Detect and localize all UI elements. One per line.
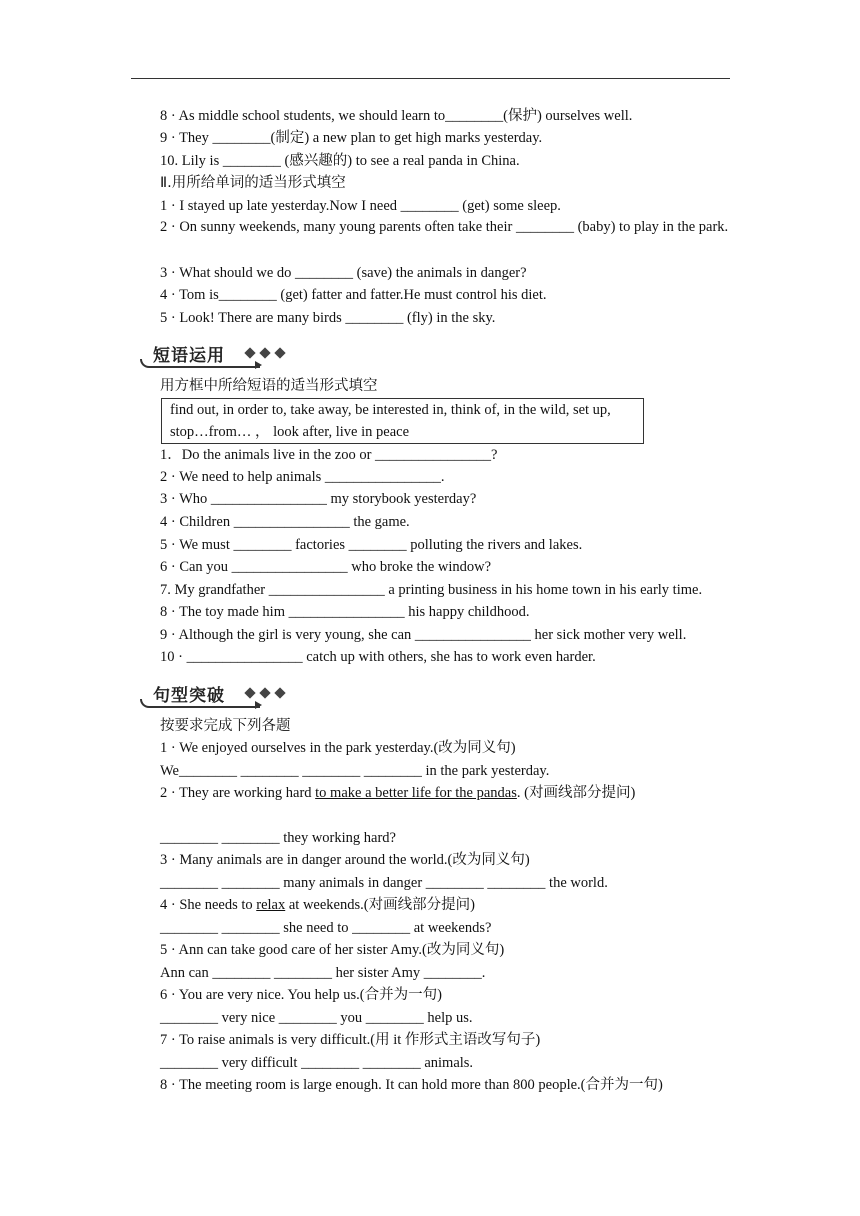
header-rule (131, 78, 730, 79)
banner-title: 句型突破 (153, 686, 225, 706)
exercise-answer: We________ ________ ________ ________ in the park yesterday. (160, 763, 550, 779)
exercise-item: 1 · I stayed up late yesterday.Now I need ________ (get) some sleep. (160, 198, 561, 214)
exercise-item: 3 · What should we do ________ (save) the animals in danger? (160, 265, 527, 281)
exercise-item: 6 · Can you ________________ who broke the window? (160, 559, 492, 575)
phrase-box-line: stop…from… ， look after, live in peace (170, 424, 410, 440)
exercise-item: 9 · Although the girl is very young, she can ________________ her sick mother very well. (160, 627, 687, 643)
diamond-icon (274, 687, 285, 698)
section-banner-sentences (140, 678, 300, 708)
exercise-answer: ________ ________ many animals in danger ________ ________ the world. (160, 875, 608, 891)
diamond-icon (259, 687, 270, 698)
exercise-item: 4 · Children ________________ the game. (160, 514, 410, 530)
exercise-question: 1 · We enjoyed ourselves in the park yesterday.(改为同义句) (160, 740, 516, 756)
exercise-answer: ________ ________ they working hard? (160, 830, 396, 846)
exercise-question (160, 896, 475, 914)
exercise-item: 5 · Look! There are many birds ________ (fly) in the sky. (160, 310, 496, 326)
question-text: at weekends.(对画线部分提问) (285, 897, 475, 913)
exercise-question: 8 · The meeting room is large enough. It can hold more than 800 people.(合并为一句) (160, 1077, 663, 1093)
banner-arrow-icon (255, 701, 262, 709)
underlined-part: to make a better life for the pandas (315, 785, 517, 801)
exercise-question: 3 · Many animals are in danger around the world.(改为同义句) (160, 852, 530, 868)
exercise-question: 5 · Ann can take good care of her sister Amy.(改为同义句) (160, 942, 505, 958)
exercise-item: 3 · Who ________________ my storybook yesterday? (160, 491, 477, 507)
question-text: 2 · They are working hard (160, 785, 316, 801)
section-heading: Ⅱ.用所给单词的适当形式填空 (160, 175, 346, 191)
banner-arrow-icon (255, 361, 262, 369)
exercise-question: 6 · You are very nice. You help us.(合并为一句) (160, 987, 442, 1003)
diamond-icon (274, 347, 285, 358)
exercise-item: 10. Lily is ________ (感兴趣的) to see a real panda in China. (160, 153, 520, 169)
exercise-item: 2 · On sunny weekends, many young parents often take their ________ (baby) to play in the park. (160, 219, 729, 235)
exercise-answer: ________ very difficult ________ ________ animals. (160, 1055, 474, 1071)
exercise-item: 2 · We need to help animals ________________. (160, 469, 445, 485)
diamond-icon (244, 687, 255, 698)
exercise-item: 7. My grandfather ________________ a printing business in his home town in his early time. (160, 582, 703, 598)
exercise-item: 4 · Tom is________ (get) fatter and fatter.He must control his diet. (160, 287, 547, 303)
question-text: 4 · She needs to (160, 897, 257, 913)
instruction: 按要求完成下列各题 (160, 718, 291, 734)
section-banner-phrases (140, 338, 300, 368)
banner-title: 短语运用 (153, 346, 225, 366)
instruction: 用方框中所给短语的适当形式填空 (160, 378, 378, 394)
exercise-answer: ________ ________ she need to ________ at weekends? (160, 920, 492, 936)
exercise-answer: Ann can ________ ________ her sister Amy ________. (160, 965, 486, 981)
diamond-icon (259, 347, 270, 358)
exercise-item: 8 · The toy made him ________________ his happy childhood. (160, 604, 530, 620)
phrase-box-line: find out, in order to, take away, be interested in, think of, in the wild, set up, (170, 402, 611, 418)
exercise-item: 10 · ________________ catch up with others, she has to work even harder. (160, 649, 596, 665)
exercise-answer: ________ very nice ________ you ________ help us. (160, 1010, 473, 1026)
exercise-question: 7 · To raise animals is very difficult.(用 it 作形式主语改写句子) (160, 1032, 541, 1048)
exercise-question (160, 782, 730, 804)
question-text: . (对画线部分提问) (516, 785, 636, 801)
phrase-box (161, 398, 644, 444)
exercise-item: 5 · We must ________ factories ________ polluting the rivers and lakes. (160, 537, 583, 553)
exercise-item: 8 · As middle school students, we should learn to________(保护) ourselves well. (160, 108, 633, 124)
underlined-part: relax (256, 897, 286, 913)
exercise-item: 9 · They ________(制定) a new plan to get high marks yesterday. (160, 130, 543, 146)
diamond-icon (244, 347, 255, 358)
exercise-item: 1．Do the animals live in the zoo or ________________? (160, 447, 498, 463)
